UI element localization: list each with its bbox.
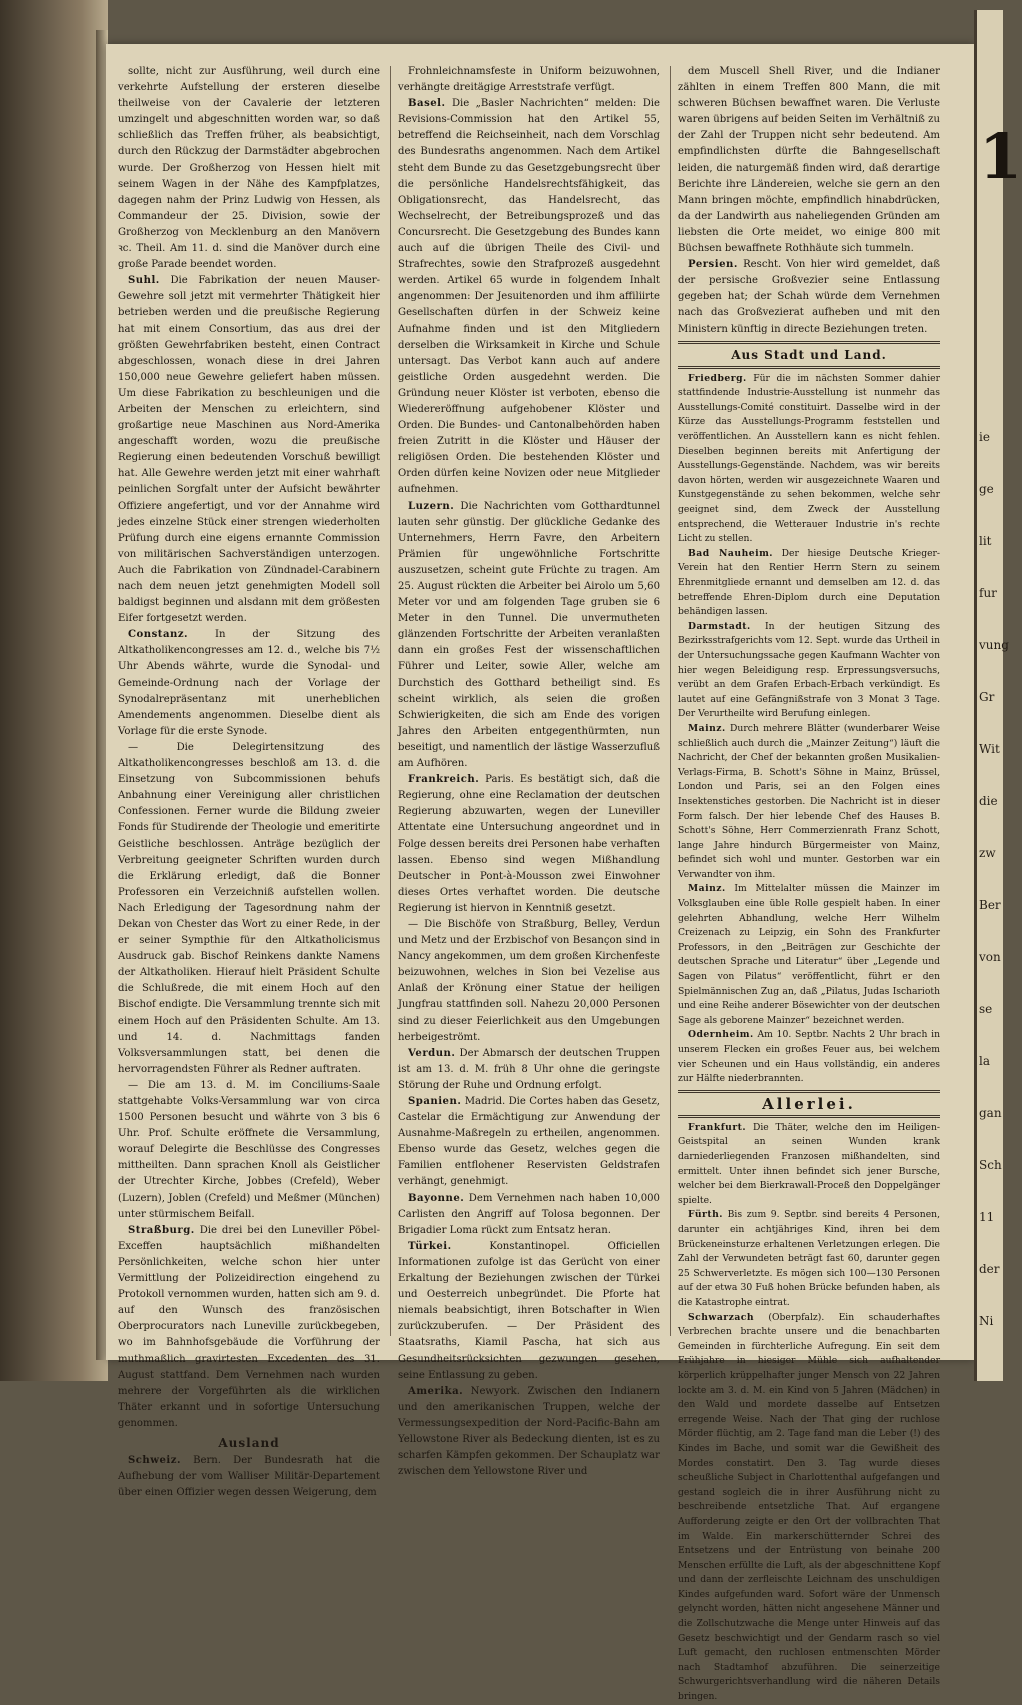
article-paragraph <box>678 372 940 547</box>
book-spine <box>0 0 108 1381</box>
next-page-fragment: von <box>979 950 1001 964</box>
next-page-fragment: gan <box>979 1106 1002 1120</box>
article-paragraph <box>398 1239 660 1384</box>
dateline: Fürth. <box>688 1209 724 1221</box>
column-rule <box>670 66 671 1336</box>
article-text: — Die Delegirtensitzung des Altkatholikencongresses beschloß am 13. d. die Einsetzung von Subcommissionen behufs Anbahnung einer Vereinigung aller christlichen Confessionen. Ferner wurde die Bildung zweier Fonds für Studirende der Theologie und emeritirte Geistliche beschlossen. Anträge bezüglich der Verbreitung geeigneter Schriften wurden durch die Erklärung erledigt, daß die Bonner Professoren ein Verzeichniß aufstellen wollen. Nach Erledigung der Tagesordnung nahm der Dekan von Chester das Wort zu einer Rede, in der er seiner Sympthie für den Altkatholicismus Ausdruck gab. Bischof Reinkens dankte Namens der Altkatholiken. Hierauf hielt Präsident Schulte die Schlußrede, die mit einem Hoch auf den Bischof endigte. Die Versammlung trennte sich mit einem Hoch auf den Präsidenten Schulte. Am 13. und 14. d. Nachmittags fanden Volksversammlungen statt, bei denen die hervorragendsten Führer als Redner auftraten. <box>118 741 380 1075</box>
next-page-fragment: Ber <box>979 898 1001 912</box>
newspaper-page <box>106 44 974 1703</box>
column-3 <box>678 64 941 1703</box>
dateline: Frankfurt. <box>688 1121 747 1133</box>
article-paragraph <box>678 64 940 257</box>
article-text: Für die im nächsten Sommer dahier stattfindende Industrie-Ausstellung ist nunmehr das Ausstellungs-Comité constituirt. Dasselbe wird in der Kürze das Ausstellungs-Programm feststellen und veröffentlichen. An Ausstellern kann es nicht fehlen. Dieselben beginnen bereits mit Anfertigung der Ausstellungs-Gegenstände. Nachdem, was wir bereits davon hörten, werden wir ausgezeichnete Waaren und Kunstgegenstände zu sehen bekommen, welche sehr geeignet sind, dem Zweck der Ausstellung entsprechend, die Wetterauer Industrie in's rechte Licht zu stellen. <box>678 372 940 545</box>
section-rule <box>678 1115 940 1118</box>
article-text: Der hiesige Deutsche Krieger-Verein hat den Rentier Herrn Stern zu seinem Ehrenmitgliede ernannt und demselben am 12. d. das betreffende Ehren-Diplom durch eine Deputation behändigen lassen. <box>678 547 941 618</box>
next-page-fragment: die <box>979 794 998 808</box>
article-text: Bis zum 9. Septbr. sind bereits 4 Personen, darunter ein achtjähriges Kind, ihren bei dem Brückeneinsturze erhaltenen Verletzungen erlegen. Die Zahl der Verwundeten beträgt fast 60, darunter gegen 25 Schwerverletzte. Es mögen sich 100—130 Personen auf der etwa 30 Fuß hohen Brücke befunden haben, als die Katastrophe eintrat. <box>678 1209 941 1308</box>
next-page-fragment: der <box>979 1262 1000 1276</box>
article-text: Newyork. Zwischen den Indianern und den amerikanischen Truppen, welche der Vermessungsexpedition der Nord-Pacific-Bahn am Yellowstone River als Bedeckung dienten, ist es zu scharfen Kämpfen gekommen. Der Schauplatz war zwischen dem Yellowstone River und <box>398 1385 660 1478</box>
article-paragraph <box>678 257 940 337</box>
article-paragraph <box>398 917 660 1046</box>
article-text: Frohnleichnamsfeste in Uniform beizuwohnen, verhängte dreitägige Arreststrafe verfügt. <box>398 66 660 94</box>
dateline: Türkei. <box>408 1240 452 1252</box>
article-text: Bern. Der Bundesrath hat die Aufhebung der vom Walliser Militär-Departement über einen Offizier wegen dessen Weigerung, dem <box>118 1455 380 1499</box>
article-paragraph <box>398 499 660 773</box>
article-paragraph <box>678 1028 940 1086</box>
article-text: Durch mehrere Blätter (wunderbarer Weise schließlich auch durch die „Mainzer Zeitung“) läuft die Nachricht, der Chef der bekannten großen Musikalien-Verlags-Firma, B. Schott's Söhne in Mainz, Brüssel, London und Paris, sei an den Folgen eines Insektenstiches gestorben. Die Nachricht ist in dieser Form falsch. Der hier lebende Chef des Hauses B. Schott's Söhne, Herr Commerzienrath Franz Schott, lange Jahre hindurch Bürgermeister von Mainz, befindet sich wohl und munter. Gestorben war ein Verwandter von ihm. <box>678 722 940 880</box>
dateline: Luzern. <box>408 500 455 512</box>
article-text: (Oberpfalz). Ein schauderhaftes Verbrechen brachte unsere und die benachbarten Gemeinden in fürchterliche Aufregung. Ein seit dem Frühjahre in hiesiger Mühle sich aufhaltender körperlich krüppelhafter junger Mensch von 22 Jahren lockte am 3. d. M. ein Kind von 5 Jahren (Mädchen) in den Wald und mordete dasselbe auf Entsetzen erregende Weise. Nach der That ging der ruchlose Mörder flüchtig, am 2. Tage fand man die Leber (!) des Kindes im Bache, und somit war die Gewißheit des Mordes constatirt. Den 3. Tag wurde dieses scheußliche Subject in Charlottenthal aufgefangen und gestand sogleich die in ihrer Ausführung nicht zu beschreibende entsetzliche That. Auf ergangene Aufforderung zeigte er den Ort der vollbrachten That im Walde. Ein markerschütternder Schrei des Entsetzens und der Entrüstung von beinahe 200 Menschen erfüllte die Luft, als der abgeschnittene Kopf und dann der zerfleischte Leichnam des unschuldigen Kindes aufgefunden ward. Sofort wäre der Unmensch gelyncht worden, hätten nicht angesehene Männer und die Zollschutzwache die Menge unter Hinweis auf das Gesetz beschwichtigt und der Gendarm rasch so viel Luft gemacht, den ruchlosen entmenschten Mörder nach Stadtamhof abzuführen. Die seinerzeitige Schwurgerichtsverhandlung wird die näheren Details bringen. <box>678 1311 940 1703</box>
next-page-fragment: Ni <box>979 1314 994 1328</box>
dateline: Odernheim. <box>688 1029 754 1041</box>
next-page-fragment: lit <box>979 534 992 548</box>
article-paragraph <box>398 1046 660 1094</box>
article-text: Die „Basler Nachrichten“ melden: Die Revisions-Commission hat den Artikel 55, betreffend die Reichseinheit, nach dem Vorschlag des Bundesraths angenommen. Nach dem Artikel steht dem Bunde zu das Gesetzgebungsrecht über die persönliche Handelsrechtsfähigkeit, das Obligationsrecht, das Handelsrecht, das Wechselrecht, der Betreibungsprozeß und das Concursrecht. Die Gesetzgebung des Bundes kann auch auf die übrigen Theile des Civil- und Strafrechtes, sowie den Strafprozeß ausgedehnt werden. Artikel 65 wurde in folgendem Inhalt angenommen: Der Jesuitenorden und ihm affiliirte Gesellschaften dürfen in der Schweiz keine Aufnahme finden und ist den Mitgliedern derselben die Wirksamkeit in Kirche und Schule untersagt. Das Verbot kann auch auf andere geistliche Orden ausgedehnt werden. Die Gründung neuer Klöster ist verboten, ebenso die Wiedereröffnung aufgehobener Klöster und Orden. Die Bundes- und Cantonalbehörden haben freien Zutritt in die Klöster und Häuser der religiösen Orden. Die bestehenden Klöster und Orden dürfen keine Novizen oder neue Mitglieder aufnehmen. <box>398 98 660 496</box>
dateline: Basel. <box>408 98 446 110</box>
dateline: Verdun. <box>408 1047 456 1059</box>
column-2 <box>398 64 660 1478</box>
dateline: Straßburg. <box>128 1224 195 1236</box>
dateline: Darmstadt. <box>688 620 751 632</box>
article-paragraph <box>678 1121 940 1209</box>
dateline: Friedberg. <box>688 372 747 384</box>
next-page-fragment: se <box>979 1002 993 1016</box>
section-rule <box>678 341 940 344</box>
next-page-fragment: zw <box>979 846 996 860</box>
next-page-fragment: fur <box>979 586 997 600</box>
dateline: Frankreich. <box>408 774 480 786</box>
next-page-fragment: 11 <box>979 1210 995 1224</box>
dateline: Bayonne. <box>408 1192 465 1204</box>
article-paragraph <box>678 1208 940 1310</box>
article-text: Die Thäter, welche den im Heiligen-Geistspital an seinen Wunden krank darniederliegenden Franzosen mißhandelten, sind ermittelt. Unter ihnen befindet sich jener Bursche, welcher bei dem Bierkrawall-Proceß den Doppelgänger spielte. <box>678 1121 940 1206</box>
article-paragraph <box>118 740 380 1078</box>
next-page-fragment: Wit <box>979 742 1000 756</box>
next-page-edge <box>974 10 1022 1381</box>
section-heading: Allerlei. <box>762 1094 856 1113</box>
dateline: Mainz. <box>688 883 726 895</box>
article-paragraph <box>118 627 380 740</box>
article-text: dem Muscell Shell River, und die Indianer zählten in einem Treffen 800 Mann, die mit schweren Büchsen bewaffnet waren. Die Verluste waren übrigens auf beiden Seiten im Verhältniß zu der Zahl der Truppen nicht sehr bedeutend. Am empfindlichsten dürfte die Bahngesellschaft leiden, die naturgemäß finden wird, daß derartige Berichte ihre Ländereien, welche sie gern an den Mann bringen möchte, empfindlich hinabdrücken, da der Landwirth aus naheliegenden Gründen am liebsten die Orte meidet, wo einige 800 mit Büchsen bewaffnete Rothhäute sich tummeln. <box>678 66 940 255</box>
article-paragraph <box>678 722 940 883</box>
article-paragraph <box>118 1078 380 1223</box>
dateline: Mainz. <box>688 722 726 734</box>
article-text: — Die Bischöfe von Straßburg, Belley, Verdun und Metz und der Erzbischof von Besançon sind in Nancy angekommen, um dem großen Kirchenfeste beizuwohnen, welches in Sion bei Vezelise aus Anlaß der Krönung einer Statue der heiligen Jungfrau stattfinden soll. Nahezu 20,000 Personen sind zu dieser Feierlichkeit aus den Umgebungen herbeigeströmt. <box>398 918 660 1043</box>
article-text: Der Abmarsch der deutschen Truppen ist am 13. d. M. früh 8 Uhr ohne die geringste Störung der Ruhe und Ordnung erfolgt. <box>398 1047 660 1091</box>
article-paragraph <box>678 1311 940 1705</box>
section-rule <box>678 366 940 369</box>
next-page-fragment: ie <box>979 430 990 444</box>
column-1 <box>118 64 381 1499</box>
next-page-numeral: 1 <box>979 120 1022 193</box>
article-paragraph <box>118 64 380 273</box>
article-text: Madrid. Die Cortes haben das Gesetz, Castelar die Ermächtigung zur Anwendung der Ausnahme-Maßregeln zu ertheilen, angenommen. Ebenso wurde das Gesetz, welches gegen die Familien entflohener Reservisten Geldstrafen verhängt, genehmigt. <box>398 1096 660 1188</box>
next-page-fragment: ge <box>979 482 994 496</box>
article-paragraph <box>398 64 660 96</box>
dateline: Spanien. <box>408 1096 462 1107</box>
article-text: Konstantinopel. Officiellen Informationen zufolge ist das Gerücht von einer Erkaltung der Beziehungen zwischen der Türkei und Oesterreich unbegründet. Die Pforte hat niemals beabsichtigt, ihren Botschafter in Wien zurückzuberufen. — Der Präsident des Staatsraths, Kiamil Pascha, hat sich aus Gesundheitsrücksichten gezwungen gesehen, seine Entlassung zu geben. <box>398 1240 660 1381</box>
article-paragraph <box>118 273 380 627</box>
dateline: Constanz. <box>128 629 189 641</box>
section-rule <box>678 1090 940 1093</box>
dateline: Amerika. <box>408 1385 464 1397</box>
column-rule <box>390 66 391 1336</box>
article-paragraph <box>398 96 660 498</box>
section-heading: Ausland <box>218 1435 280 1450</box>
dateline: Persien. <box>688 259 738 271</box>
article-paragraph <box>398 772 660 917</box>
article-text: Rescht. Von hier wird gemeldet, daß der persische Großvezier seine Entlassung gegeben hat; der Schah würde dem Vernehmen nach das Großvezierat aufheben und mit den Ministern künftig in directe Beziehungen treten. <box>678 259 940 335</box>
next-page-fragment: Sch <box>979 1158 1002 1172</box>
next-page-fragment: vung <box>979 638 1009 652</box>
article-paragraph <box>118 1453 380 1501</box>
dateline: Schweiz. <box>128 1455 181 1467</box>
article-text: In der Sitzung des Altkatholikencongresses am 12. d., welche bis 7½ Uhr Abends währte, wurde die Synodal- und Gemeinde-Ordnung nach der Vorlage der Synodalrepräsentanz mit unerheblichen Amendements angenommen. Dieselbe dient als Vorlage für die erste Synode. <box>118 629 381 737</box>
article-text: sollte, nicht zur Ausführung, weil durch eine verkehrte Aufstellung der ersteren dieselbe theilweise von der Cavalerie der letzteren umzingelt und abgeschnitten worden war, so daß schließlich das Treffen früher, als beabsichtigt, durch den Rückzug der Darmstädter abgebrochen wurde. Der Großherzog von Hessen hielt mit seinem Wagen in der Nähe des Kampfplatzes, dagegen nahm der Prinz Ludwig von Hessen, als Commandeur der 25. Division, sowie der Großherzog von Mecklenburg an den Manövern ꝛc. Theil. Am 11. d. sind die Manöver durch eine große Parade beendet worden. <box>118 66 380 271</box>
article-paragraph <box>398 1191 660 1239</box>
article-paragraph <box>678 547 940 620</box>
article-text: — Die am 13. d. M. im Conciliums-Saale stattgehabte Volks-Versammlung war von circa 1500 Personen besucht und währte von 3 bis 6 Uhr. Prof. Schulte eröffnete die Versammlung, worauf Delegirte die Beschlüsse des Congresses mittheilten. Dann sprachen Knoll als Geistlicher der Utrechter Kirche, Jobbes (Crefeld), Weber (Luzern), Joblen (Crefeld) und Meßmer (München) unter stürmischem Beifall. <box>118 1079 380 1220</box>
article-text: Paris. Es bestätigt sich, daß die Regierung, ohne eine Reclamation der deutschen Regierung abzuwarten, wegen der Luneviller Attentate eine Untersuchung angeordnet und in Folge dessen bereits drei Personen habe verhaften lassen. Ebenso sind wegen Mißhandlung Deutscher in Pont-à-Mousson zwei Einwohner dieses Ortes verhaftet worden. Die deutsche Regierung ist hiervon in Kenntniß gesetzt. <box>398 774 660 914</box>
article-text: Die Nachrichten vom Gotthardtunnel lauten sehr günstig. Der glückliche Gedanke des Unternehmers, Herrn Favre, den Arbeitern Prämien für ungewöhnliche Fortschritte auszusetzen, scheint gute Früchte zu tragen. Am 25. August rückten die Arbeiter bei Airolo um 5,60 Meter vor und am folgenden Tage gruben sie 6 Meter in den Tunnel. Die unvermutheten glänzenden Fortschritte der Arbeiten veranlaßten dann ein großes Fest der wissenschaftlichen Führer und Leiter, sowie Aller, welche am Durchstich des Gotthard betheiligt sind. Es scheint wirklich, als seien die großen Schwierigkeiten, die sich am Ende des vorigen Jahres den Arbeiten entgegenthürmten, nun beseitigt, und namentlich der lästige Wasserzufluß am Aufhören. <box>398 500 660 770</box>
article-paragraph <box>118 1223 380 1432</box>
article-text: Die drei bei den Luneviller Pöbel-Exceffen hauptsächlich mißhandelten Persönlichkeiten, welche schon hier unter Vermittlung der Polizeidirection eingehend zu Protokoll vernommen wurden, hatten sich am 9. d. auf den Wunsch des französischen Oberprocurators nach Luneville zurückbegeben, wo im Bahnhofsgebäude die Vorführung der muthmaßlich gravirtesten Excedenten des 31. August stattfand. Dem Vernehmen nach wurden mehrere der Vorgeführten als die wirklichen Thäter erkannt und in sofortige Untersuchung genommen. <box>118 1224 380 1429</box>
section-heading: Aus Stadt und Land. <box>731 347 887 362</box>
article-paragraph <box>678 882 940 1028</box>
article-text: Im Mittelalter müssen die Mainzer im Volksglauben eine üble Rolle gespielt haben. In einer gelehrten Abhandlung, welche Herr Wilhelm Creizenach zu Leipzig, ein Sohn des Frankfurter Professors, in den „Beiträgen zur Geschichte der deutschen Sprache und Literatur“ über „Legende und Sagen von Pilatus“ veröffentlicht, führt er den Spielmännischen Zug an, daß „Pilatus, Judas Ischarioth und eine Reihe anderer Bösewichter von der deutschen Sage als geborene Mainzer“ bezeichnet werden. <box>678 883 941 1026</box>
article-text: Am 10. Septbr. Nachts 2 Uhr brach in unserem Flecken ein großes Feuer aus, bei welchem vier Scheunen und ein Haus vollständig, ein anderes zur Hälfte niederbrannten. <box>678 1029 941 1085</box>
article-paragraph <box>678 620 940 722</box>
article-paragraph <box>398 1094 660 1191</box>
article-text: Dem Vernehmen nach haben 10,000 Carlisten den Angriff auf Tolosa begonnen. Der Brigadier Loma rückt zum Entsatz heran. <box>398 1192 660 1236</box>
article-text: In der heutigen Sitzung des Bezirksstrafgerichts vom 12. Sept. wurde das Urtheil in der Untersuchungssache gegen Kaufmann Wachter von hier wegen Beleidigung resp. Erpressungsversuchs, verübt an dem Grafen Erbach-Erbach verkündigt. Es lautet auf eine Gefängnißstrafe von 3 Monat 3 Tage. Der Verurtheilte wird Berufung einlegen. <box>678 620 941 720</box>
dateline: Suhl. <box>128 275 160 287</box>
next-page-fragment: la <box>979 1054 990 1068</box>
dateline: Bad Nauheim. <box>688 547 774 559</box>
dateline: Schwarzach <box>688 1311 755 1323</box>
article-paragraph <box>398 1384 660 1481</box>
article-text: Die Fabrikation der neuen Mauser-Gewehre soll jetzt mit vermehrter Thätigkeit hier betrieben werden und die preußische Regierung hat mit einem Consortium, das aus drei der größten Gewehrfabriken besteht, einen Contract abgeschlossen, wonach diese in drei Jahren 150,000 neue Gewehre geliefert haben müssen. Um diese Fabrikation zu beschleunigen und die Arbeiten der Menschen zu erleichtern, sind großartige neue Maschinen aus Nord-Amerika angeschafft worden, wozu die preußische Regierung einen bedeutenden Vorschuß bewilligt hat. Alle Gewehre werden jetzt mit einer wahrhaft peinlichen Sorgfalt unter der Aufsicht bewährter Offiziere angefertigt, und vor der Annahme wird jedes einzelne Stück einer strengen wiederholten Prüfung durch eine eigens ernannte Commission von militärischen Sachverständigen unterzogen. Auch die Fabrikation von Zündnadel-Carabinern nach dem neuen jetzt genehmigten Modell soll baldigst beginnen und alsdann mit dem größesten Eifer fortgesetzt werden. <box>118 275 380 625</box>
next-page-fragment: Gr <box>979 690 995 704</box>
